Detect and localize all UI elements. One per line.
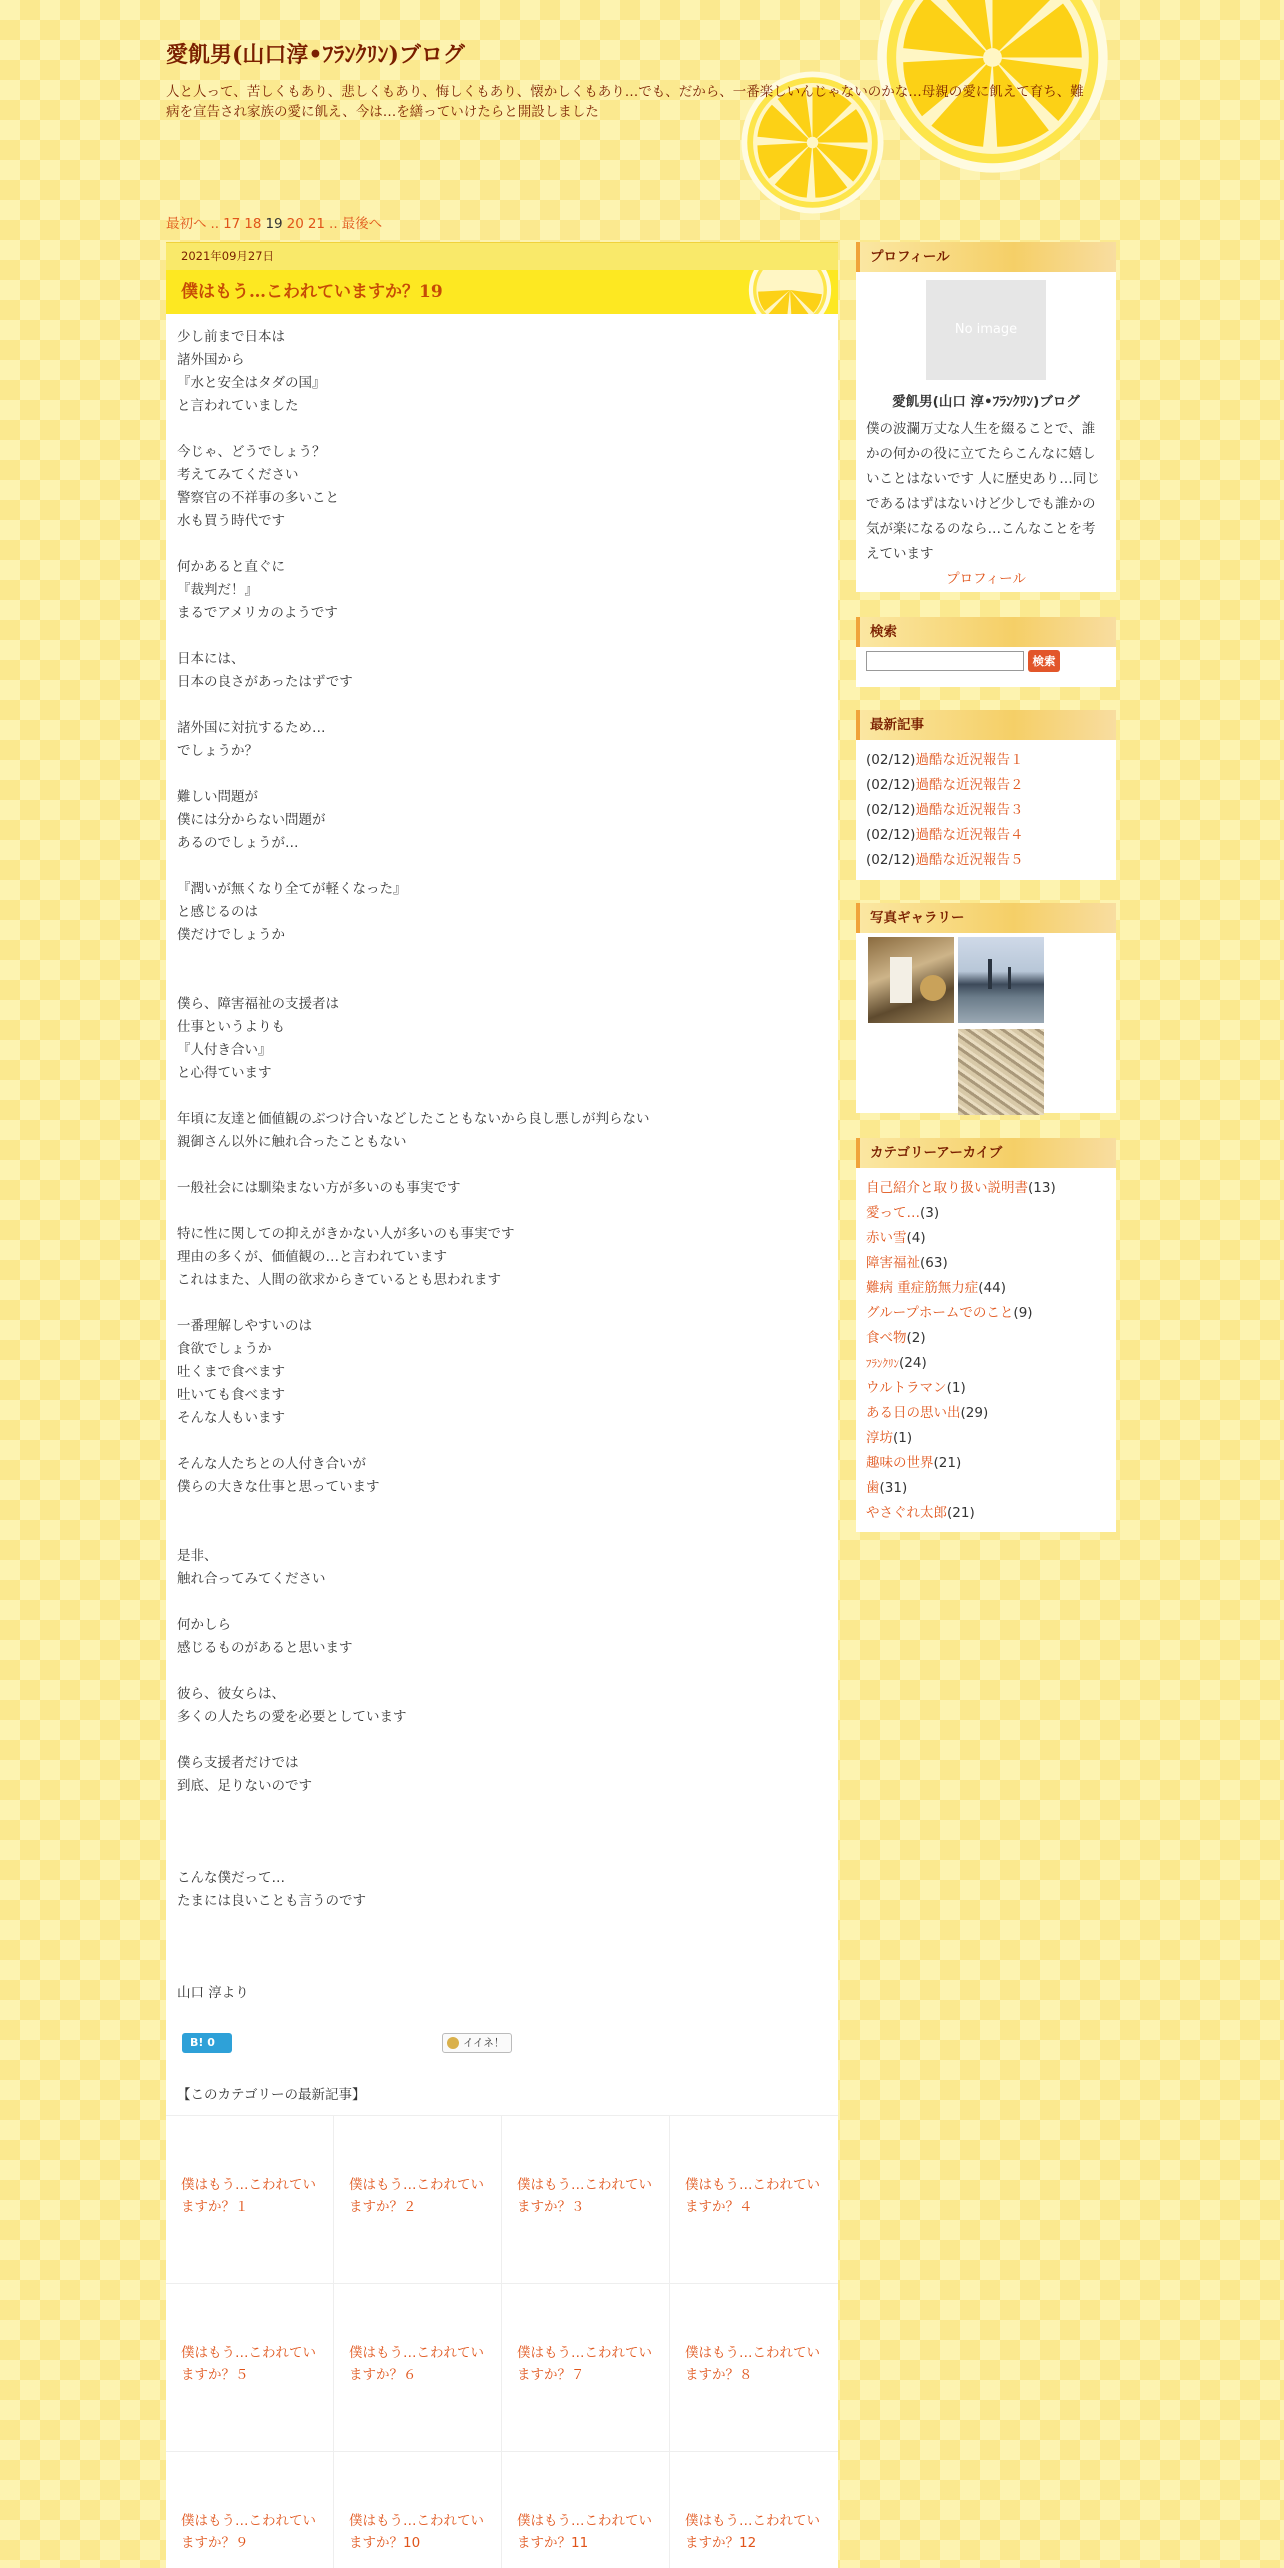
article-body-line bbox=[177, 533, 828, 556]
article-body-line: 食欲でしょうか bbox=[177, 1341, 272, 1357]
category-item bbox=[866, 1251, 1106, 1276]
article-body-line bbox=[177, 1499, 828, 1522]
related-article-item bbox=[502, 2284, 670, 2452]
article-body-line bbox=[177, 1292, 828, 1315]
recent-post-date: (02/12) bbox=[866, 802, 916, 818]
recent-post-date: (02/12) bbox=[866, 752, 916, 768]
recent-post-link[interactable]: 過酷な近況報告２ bbox=[915, 777, 1024, 793]
category-item bbox=[866, 1226, 1106, 1251]
article-body-line bbox=[177, 1844, 828, 1867]
recent-post-item bbox=[866, 798, 1106, 823]
article-body-line: 僕らの大きな仕事と思っています bbox=[177, 1479, 380, 1495]
profile-heading: プロフィール bbox=[856, 242, 1116, 272]
category-item bbox=[866, 1501, 1106, 1526]
article-body-line: 彼ら、彼女らは、 bbox=[177, 1686, 285, 1702]
article-body-line: 僕だけでしょうか bbox=[177, 927, 285, 943]
related-article-link[interactable]: 僕はもう…こわれていますか？９ bbox=[181, 2513, 316, 2551]
article-body bbox=[166, 314, 838, 2005]
category-link[interactable]: 障害福祉 bbox=[866, 1255, 920, 1271]
like-icon bbox=[447, 2037, 459, 2049]
recent-post-item bbox=[866, 823, 1106, 848]
gallery-photo-food[interactable] bbox=[868, 937, 954, 1023]
category-link[interactable]: 歯 bbox=[866, 1480, 880, 1496]
category-link[interactable]: 難病 重症筋無力症 bbox=[866, 1280, 979, 1296]
article-date: 2021年09月27日 bbox=[166, 242, 838, 270]
article-body-line: 仕事というよりも bbox=[177, 1019, 285, 1035]
article-body-line bbox=[177, 1591, 828, 1614]
recent-post-link[interactable]: 過酷な近況報告１ bbox=[915, 752, 1024, 768]
category-count: (63) bbox=[920, 1255, 948, 1271]
article-body-line bbox=[177, 1798, 828, 1821]
article-body-line: 親御さん以外に触れ合ったこともない bbox=[177, 1134, 407, 1150]
related-article-link[interactable]: 僕はもう…こわれていますか？２ bbox=[349, 2177, 484, 2215]
blog-title[interactable]: 愛飢男(山口淳•ﾌﾗﾝｸﾘﾝ)ブログ bbox=[166, 42, 465, 68]
category-link[interactable]: グループホームでのこと bbox=[866, 1305, 1014, 1321]
article-body-line: 考えてみてください bbox=[177, 467, 299, 483]
article-body-line: 『水と安全はタダの国』 bbox=[177, 375, 326, 391]
related-article-item bbox=[334, 2116, 502, 2284]
related-article-item bbox=[166, 2452, 334, 2568]
category-count: (21) bbox=[947, 1505, 975, 1521]
category-count: (1) bbox=[946, 1380, 966, 1396]
article-body-line: 吐くまで食べます bbox=[177, 1364, 285, 1380]
category-count: (1) bbox=[893, 1430, 913, 1446]
blog-description: 人と人って、苦しくもあり、悲しくもあり、悔しくもあり、懐かしくもあり…でも、だから、一番楽しいんじゃないのかな…母親の愛に飢えて育ち、難病を宣告され家族の愛に飢え、今は…を繕っていけたらと開設しました bbox=[166, 84, 1084, 120]
category-item bbox=[866, 1476, 1106, 1501]
category-item bbox=[866, 1276, 1106, 1301]
profile-name: 愛飢男(山口 淳•ﾌﾗﾝｸﾘﾝ)ブログ bbox=[892, 394, 1080, 410]
recent-post-item bbox=[866, 848, 1106, 873]
article-title-bar bbox=[166, 270, 838, 314]
article-body-line: 僕ら、障害福祉の支援者は bbox=[177, 996, 339, 1012]
category-archive-heading: カテゴリーアーカイブ bbox=[856, 1138, 1116, 1168]
article-body-line bbox=[177, 1729, 828, 1752]
article bbox=[166, 242, 838, 2568]
category-count: (2) bbox=[906, 1330, 926, 1346]
pagination bbox=[166, 212, 386, 232]
pager-page-17[interactable]: 17 bbox=[223, 216, 241, 232]
profile-avatar: No image bbox=[926, 280, 1046, 380]
related-article-item bbox=[670, 2452, 838, 2568]
related-article-item bbox=[502, 2116, 670, 2284]
article-body-line: 警察官の不祥事の多いこと bbox=[177, 490, 339, 506]
lemon-slice-decoration bbox=[748, 270, 832, 314]
article-body-line bbox=[177, 1821, 828, 1844]
profile-link[interactable]: プロフィール bbox=[946, 571, 1026, 587]
gallery-photo-grass[interactable] bbox=[958, 1029, 1044, 1115]
related-article-link[interactable]: 僕はもう…こわれていますか？３ bbox=[517, 2177, 652, 2215]
article-body-line: まるでアメリカのようです bbox=[177, 605, 338, 621]
recent-post-item bbox=[866, 773, 1106, 798]
photo-gallery-heading: 写真ギャラリー bbox=[856, 903, 1116, 933]
category-link[interactable]: 淳坊 bbox=[866, 1430, 893, 1446]
article-body-line: と感じるのは bbox=[177, 904, 258, 920]
category-item bbox=[866, 1201, 1106, 1226]
article-body-line: でしょうか？ bbox=[177, 743, 258, 759]
related-article-item bbox=[502, 2452, 670, 2568]
profile-text: 僕の波瀾万丈な人生を綴ることで、誰かの何かの役に立てたらこんなに嬉しいことはないです 人に歴史あり…同じであるはずはないけど少しでも誰かの気が楽になるのなら…こんなことを考えています bbox=[866, 421, 1100, 562]
article-body-line bbox=[177, 1522, 828, 1545]
related-article-link[interactable]: 僕はもう…こわれていますか？５ bbox=[181, 2345, 316, 2383]
category-item bbox=[866, 1326, 1106, 1351]
category-link[interactable]: 自己紹介と取り扱い説明書 bbox=[866, 1180, 1028, 1196]
recent-post-link[interactable]: 過酷な近況報告４ bbox=[915, 827, 1024, 843]
article-body-line bbox=[177, 1913, 828, 1936]
related-article-item bbox=[166, 2284, 334, 2452]
article-body-line: 僕には分からない問題が bbox=[177, 812, 326, 828]
pager-page-18[interactable]: 18 bbox=[244, 216, 262, 232]
recent-post-date: (02/12) bbox=[866, 777, 916, 793]
article-body-line: 感じるものがあると思います bbox=[177, 1640, 353, 1656]
category-list bbox=[856, 1168, 1116, 1536]
category-count: (29) bbox=[960, 1405, 989, 1421]
recent-posts-box bbox=[856, 710, 1116, 880]
article-body-line bbox=[177, 1085, 828, 1108]
pager-first-link[interactable]: 最初へ bbox=[166, 216, 207, 232]
article-body-line: 一番理解しやすいのは bbox=[177, 1318, 312, 1334]
category-count: (24) bbox=[899, 1355, 927, 1371]
related-article-link[interactable]: 僕はもう…こわれていますか？６ bbox=[349, 2345, 484, 2383]
article-body-line bbox=[177, 1936, 828, 1959]
article-body-line: 少し前まで日本は bbox=[177, 329, 285, 345]
category-count: (4) bbox=[906, 1230, 926, 1246]
recent-posts-heading: 最新記事 bbox=[856, 710, 1116, 740]
pager-current-page: 19 bbox=[265, 216, 283, 232]
article-body-line: と心得ています bbox=[177, 1065, 272, 1081]
category-link[interactable]: 食べ物 bbox=[866, 1330, 907, 1346]
article-body-line: そんな人もいます bbox=[177, 1410, 285, 1426]
search-box bbox=[856, 617, 1116, 687]
blog-header bbox=[0, 0, 1284, 210]
category-link[interactable]: ある日の思い出 bbox=[866, 1405, 961, 1421]
search-button[interactable]: 検索 bbox=[1028, 650, 1060, 672]
article-body-line: 触れ合ってみてください bbox=[177, 1571, 326, 1587]
category-count: (44) bbox=[978, 1280, 1007, 1296]
social-buttons bbox=[166, 2027, 838, 2067]
article-body-line: 是非、 bbox=[177, 1548, 218, 1564]
pager-ellipsis: .. bbox=[210, 216, 220, 232]
article-body-line bbox=[177, 694, 828, 717]
article-body-line: 今じゃ、どうでしょう？ bbox=[177, 444, 326, 460]
hatena-bookmark-button[interactable]: B! 0 bbox=[182, 2033, 232, 2053]
related-article-link[interactable]: 僕はもう…こわれていますか？10 bbox=[349, 2513, 484, 2551]
category-count: (3) bbox=[920, 1205, 940, 1221]
article-body-line: 特に性に関しての抑えがきかない人が多いのも事実です bbox=[177, 1226, 515, 1242]
article-body-line: 『潤いが無くなり全てが軽くなった』 bbox=[177, 881, 407, 897]
article-body-line: そんな人たちとの人付き合いが bbox=[177, 1456, 366, 1472]
recent-posts-list bbox=[856, 740, 1116, 883]
article-body-line: 多くの人たちの愛を必要としています bbox=[177, 1709, 407, 1725]
article-body-line: 水も買う時代です bbox=[177, 513, 285, 529]
category-archive-box bbox=[856, 1138, 1116, 1532]
related-article-link[interactable]: 僕はもう…こわれていますか？11 bbox=[517, 2513, 652, 2551]
article-body-line bbox=[177, 763, 828, 786]
category-count: (13) bbox=[1028, 1180, 1056, 1196]
article-body-line: 僕ら支援者だけでは bbox=[177, 1755, 299, 1771]
article-body-line: 諸外国に対抗するため… bbox=[177, 720, 326, 736]
category-count: (21) bbox=[933, 1455, 962, 1471]
article-body-line bbox=[177, 855, 828, 878]
category-item bbox=[866, 1301, 1106, 1326]
search-heading: 検索 bbox=[856, 617, 1116, 647]
recent-post-item bbox=[866, 748, 1106, 773]
article-body-line bbox=[177, 1154, 828, 1177]
related-article-item bbox=[334, 2452, 502, 2568]
pager-page-21[interactable]: 21 bbox=[307, 216, 326, 232]
iine-button[interactable] bbox=[442, 2033, 512, 2053]
profile-box bbox=[856, 242, 1116, 592]
article-body-line: たまには良いことも言うのです bbox=[177, 1893, 366, 1909]
category-item bbox=[866, 1451, 1106, 1476]
category-item bbox=[866, 1376, 1106, 1401]
category-link[interactable]: ウルトラマン bbox=[866, 1380, 947, 1396]
search-input[interactable] bbox=[866, 651, 1024, 671]
article-body-line: 難しい問題が bbox=[177, 789, 258, 805]
article-body-line: 日本には、 bbox=[177, 651, 245, 667]
recent-post-link[interactable]: 過酷な近況報告５ bbox=[915, 852, 1024, 868]
article-body-line: 日本の良さがあったはずです bbox=[177, 674, 353, 690]
article-body-line: 『人付き合い』 bbox=[177, 1042, 272, 1058]
article-body-line: 何かしら bbox=[177, 1617, 231, 1633]
related-article-item bbox=[334, 2284, 502, 2452]
related-article-link[interactable]: 僕はもう…こわれていますか？１ bbox=[181, 2177, 316, 2215]
article-body-line: 吐いても食べます bbox=[177, 1387, 285, 1403]
article-body-line bbox=[177, 947, 828, 970]
gallery-photo-harbor[interactable] bbox=[958, 937, 1044, 1023]
related-article-item bbox=[670, 2284, 838, 2452]
recent-post-date: (02/12) bbox=[866, 852, 916, 868]
pager-page-20[interactable]: 20 bbox=[286, 216, 304, 232]
category-link[interactable]: やさぐれ太郎 bbox=[866, 1505, 947, 1521]
article-body-line bbox=[177, 1660, 828, 1683]
related-article-item bbox=[670, 2116, 838, 2284]
category-count: (9) bbox=[1013, 1305, 1033, 1321]
related-article-link[interactable]: 僕はもう…こわれていますか？４ bbox=[685, 2177, 820, 2215]
related-article-link[interactable]: 僕はもう…こわれていますか？７ bbox=[517, 2345, 652, 2383]
photo-gallery-box bbox=[856, 903, 1116, 1113]
category-item bbox=[866, 1351, 1106, 1376]
article-body-line: 何かあると直ぐに bbox=[177, 559, 285, 575]
article-body-line: 理由の多くが、価値観の…と言われています bbox=[177, 1249, 447, 1265]
category-link[interactable]: 趣味の世界 bbox=[866, 1455, 934, 1471]
category-item bbox=[866, 1176, 1106, 1201]
related-article-item bbox=[166, 2116, 334, 2284]
recent-post-link[interactable]: 過酷な近況報告３ bbox=[915, 802, 1024, 818]
related-article-link[interactable]: 僕はもう…こわれていますか？８ bbox=[685, 2345, 820, 2383]
article-body-line bbox=[177, 1200, 828, 1223]
article-body-line: 『裁判だ！』 bbox=[177, 582, 258, 598]
article-body-line: これはまた、人間の欲求からきているとも思われます bbox=[177, 1272, 501, 1288]
category-link[interactable]: 愛って… bbox=[866, 1205, 920, 1221]
article-body-line: あるのでしょうが… bbox=[177, 835, 299, 851]
related-articles-grid bbox=[166, 2115, 838, 2568]
related-heading: 【このカテゴリーの最新記事】 bbox=[177, 2087, 366, 2103]
category-link[interactable]: ﾌﾗﾝｸﾘﾝ bbox=[866, 1357, 899, 1370]
category-count: (31) bbox=[879, 1480, 908, 1496]
article-body-line: 到底、足りないのです bbox=[177, 1778, 312, 1794]
related-article-link[interactable]: 僕はもう…こわれていますか？12 bbox=[685, 2513, 820, 2551]
recent-post-date: (02/12) bbox=[866, 827, 916, 843]
category-link[interactable]: 赤い雪 bbox=[866, 1230, 907, 1246]
article-body-line bbox=[177, 1959, 828, 1982]
article-body-line bbox=[177, 1430, 828, 1453]
article-body-line: 一般社会には馴染まない方が多いのも事実です bbox=[177, 1180, 461, 1196]
iine-label: イイネ！ bbox=[463, 2037, 505, 2049]
article-body-line: と言われていました bbox=[177, 398, 299, 414]
category-item bbox=[866, 1401, 1106, 1426]
article-body-line bbox=[177, 418, 828, 441]
pager-last-link[interactable]: 最後へ bbox=[341, 216, 383, 232]
category-item bbox=[866, 1426, 1106, 1451]
pager-ellipsis: .. bbox=[329, 216, 338, 232]
article-body-line bbox=[177, 625, 828, 648]
article-title[interactable]: 僕はもう…こわれていますか？19 bbox=[181, 282, 443, 302]
article-body-line: こんな僕だって… bbox=[177, 1870, 285, 1886]
article-body-line: 山口 淳より bbox=[177, 1985, 249, 2001]
article-body-line: 諸外国から bbox=[177, 352, 245, 368]
article-body-line bbox=[177, 970, 828, 993]
article-body-line: 年頃に友達と価値観のぶつけ合いなどしたこともないから良し悪しが判らない bbox=[177, 1111, 650, 1127]
